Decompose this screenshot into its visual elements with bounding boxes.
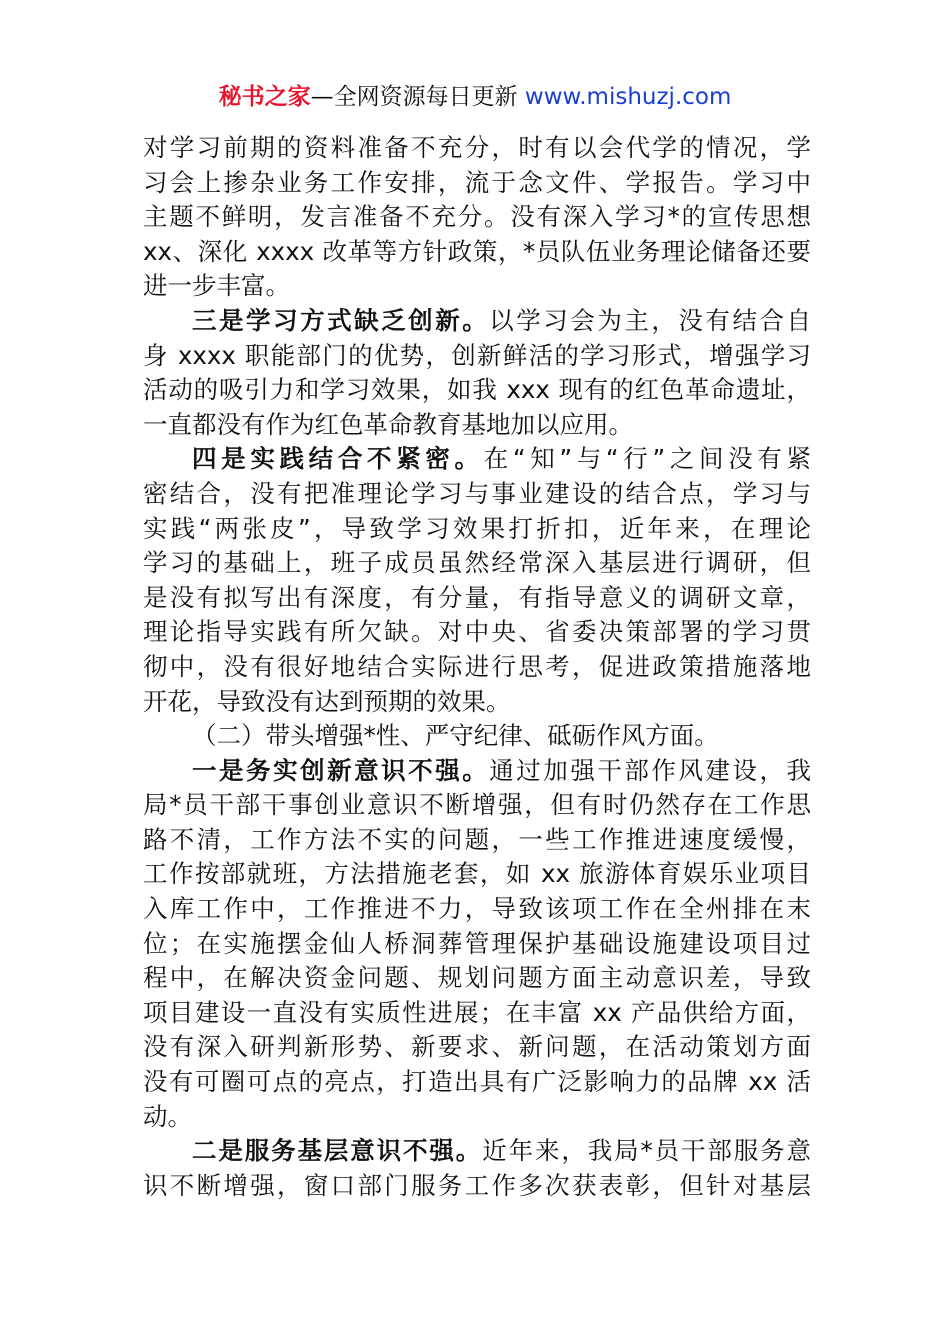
text-line: 学习的基础上，班子成员虽然经常深入基层进行调研，但 <box>143 548 811 578</box>
text-line: 开花，导致没有达到预期的效果。 <box>143 686 511 716</box>
site-brand: 秘书之家 <box>218 84 311 110</box>
paragraph-first-line <box>143 442 811 477</box>
text-line: 程中，在解决资金问题、规划问题方面主动意识差，导致 <box>143 963 811 993</box>
text-line: 动。 <box>143 1101 192 1131</box>
text-line: 局*员干部干事创业意识不断增强，但有时仍然存在工作思 <box>143 790 811 820</box>
text-run: 以学习会为主，没有结合自 <box>489 305 811 335</box>
site-banner <box>0 82 950 112</box>
document-body <box>143 131 811 1203</box>
text-line: 进一步丰富。 <box>143 271 290 301</box>
paragraph-first-line <box>143 754 811 789</box>
text-line: xx、深化 xxxx 改革等方针政策，*员队伍业务理论储备还要 <box>143 236 811 266</box>
text-line: 彻中，没有很好地结合实际进行思考，促进政策措施落地 <box>143 651 811 681</box>
text-line: 没有可圈可点的亮点，打造出具有广泛影响力的品牌 xx 活 <box>143 1067 811 1097</box>
text-line: 项目建设一直没有实质性进展；在丰富 xx 产品供给方面， <box>143 997 811 1027</box>
site-url-link[interactable]: www.mishuzj.com <box>524 84 732 110</box>
text-line: 没有深入研判新形势、新要求、新问题，在活动策划方面 <box>143 1032 811 1062</box>
text-line: 路不清，工作方法不实的问题，一些工作推进速度缓慢， <box>143 824 811 854</box>
text-line: 主题不鲜明，发言准备不充分。没有深入学习*的宣传思想 <box>143 202 811 232</box>
text-line: 是没有拟写出有深度，有分量，有指导意义的调研文章， <box>143 582 811 612</box>
text-run: 在“知”与“行”之间没有紧 <box>483 444 812 474</box>
paragraph-lead: 三是学习方式缺乏创新。 <box>192 305 490 335</box>
site-slogan: —全网资源每日更新 <box>310 84 518 110</box>
section-heading: （二）带头增强*性、严守纪律、砥砺作风方面。 <box>192 721 719 751</box>
text-line: 实践“两张皮”，导致学习效果打折扣，近年来，在理论 <box>143 513 811 543</box>
paragraph-lead: 一是务实创新意识不强。 <box>192 755 490 785</box>
text-line: 活动的吸引力和学习效果，如我 xxx 现有的红色革命遗址， <box>143 375 811 405</box>
paragraph-lead: 二是服务基层意识不强。 <box>192 1136 483 1166</box>
text-run: 近年来，我局*员干部服务意 <box>482 1136 812 1166</box>
text-line: 位；在实施摆金仙人桥洞葬管理保护基础设施建设项目过 <box>143 928 811 958</box>
text-line: 入库工作中，工作推进不力，导致该项工作在全州排在末 <box>143 894 811 924</box>
text-line: 识不断增强，窗口部门服务工作多次获表彰，但针对基层 <box>143 1170 811 1200</box>
text-line: 身 xxxx 职能部门的优势，创新鲜活的学习形式，增强学习 <box>143 340 811 370</box>
paragraph-lead: 四是实践结合不紧密。 <box>192 444 484 474</box>
text-line: 对学习前期的资料准备不充分，时有以会代学的情况，学 <box>143 133 811 162</box>
paragraph-first-line <box>143 304 811 339</box>
text-line: 理论指导实践有所欠缺。对中央、省委决策部署的学习贯 <box>143 617 811 647</box>
text-line: 工作按部就班，方法措施老套，如 xx 旅游体育娱乐业项目 <box>143 859 811 889</box>
text-line: 习会上掺杂业务工作安排，流于念文件、学报告。学习中 <box>143 167 811 197</box>
text-line: 密结合，没有把准理论学习与事业建设的结合点，学习与 <box>143 478 811 508</box>
text-run: 通过加强干部作风建设，我 <box>489 755 811 785</box>
text-line: 一直都没有作为红色革命教育基地加以应用。 <box>143 409 633 439</box>
paragraph-first-line <box>143 1134 811 1169</box>
